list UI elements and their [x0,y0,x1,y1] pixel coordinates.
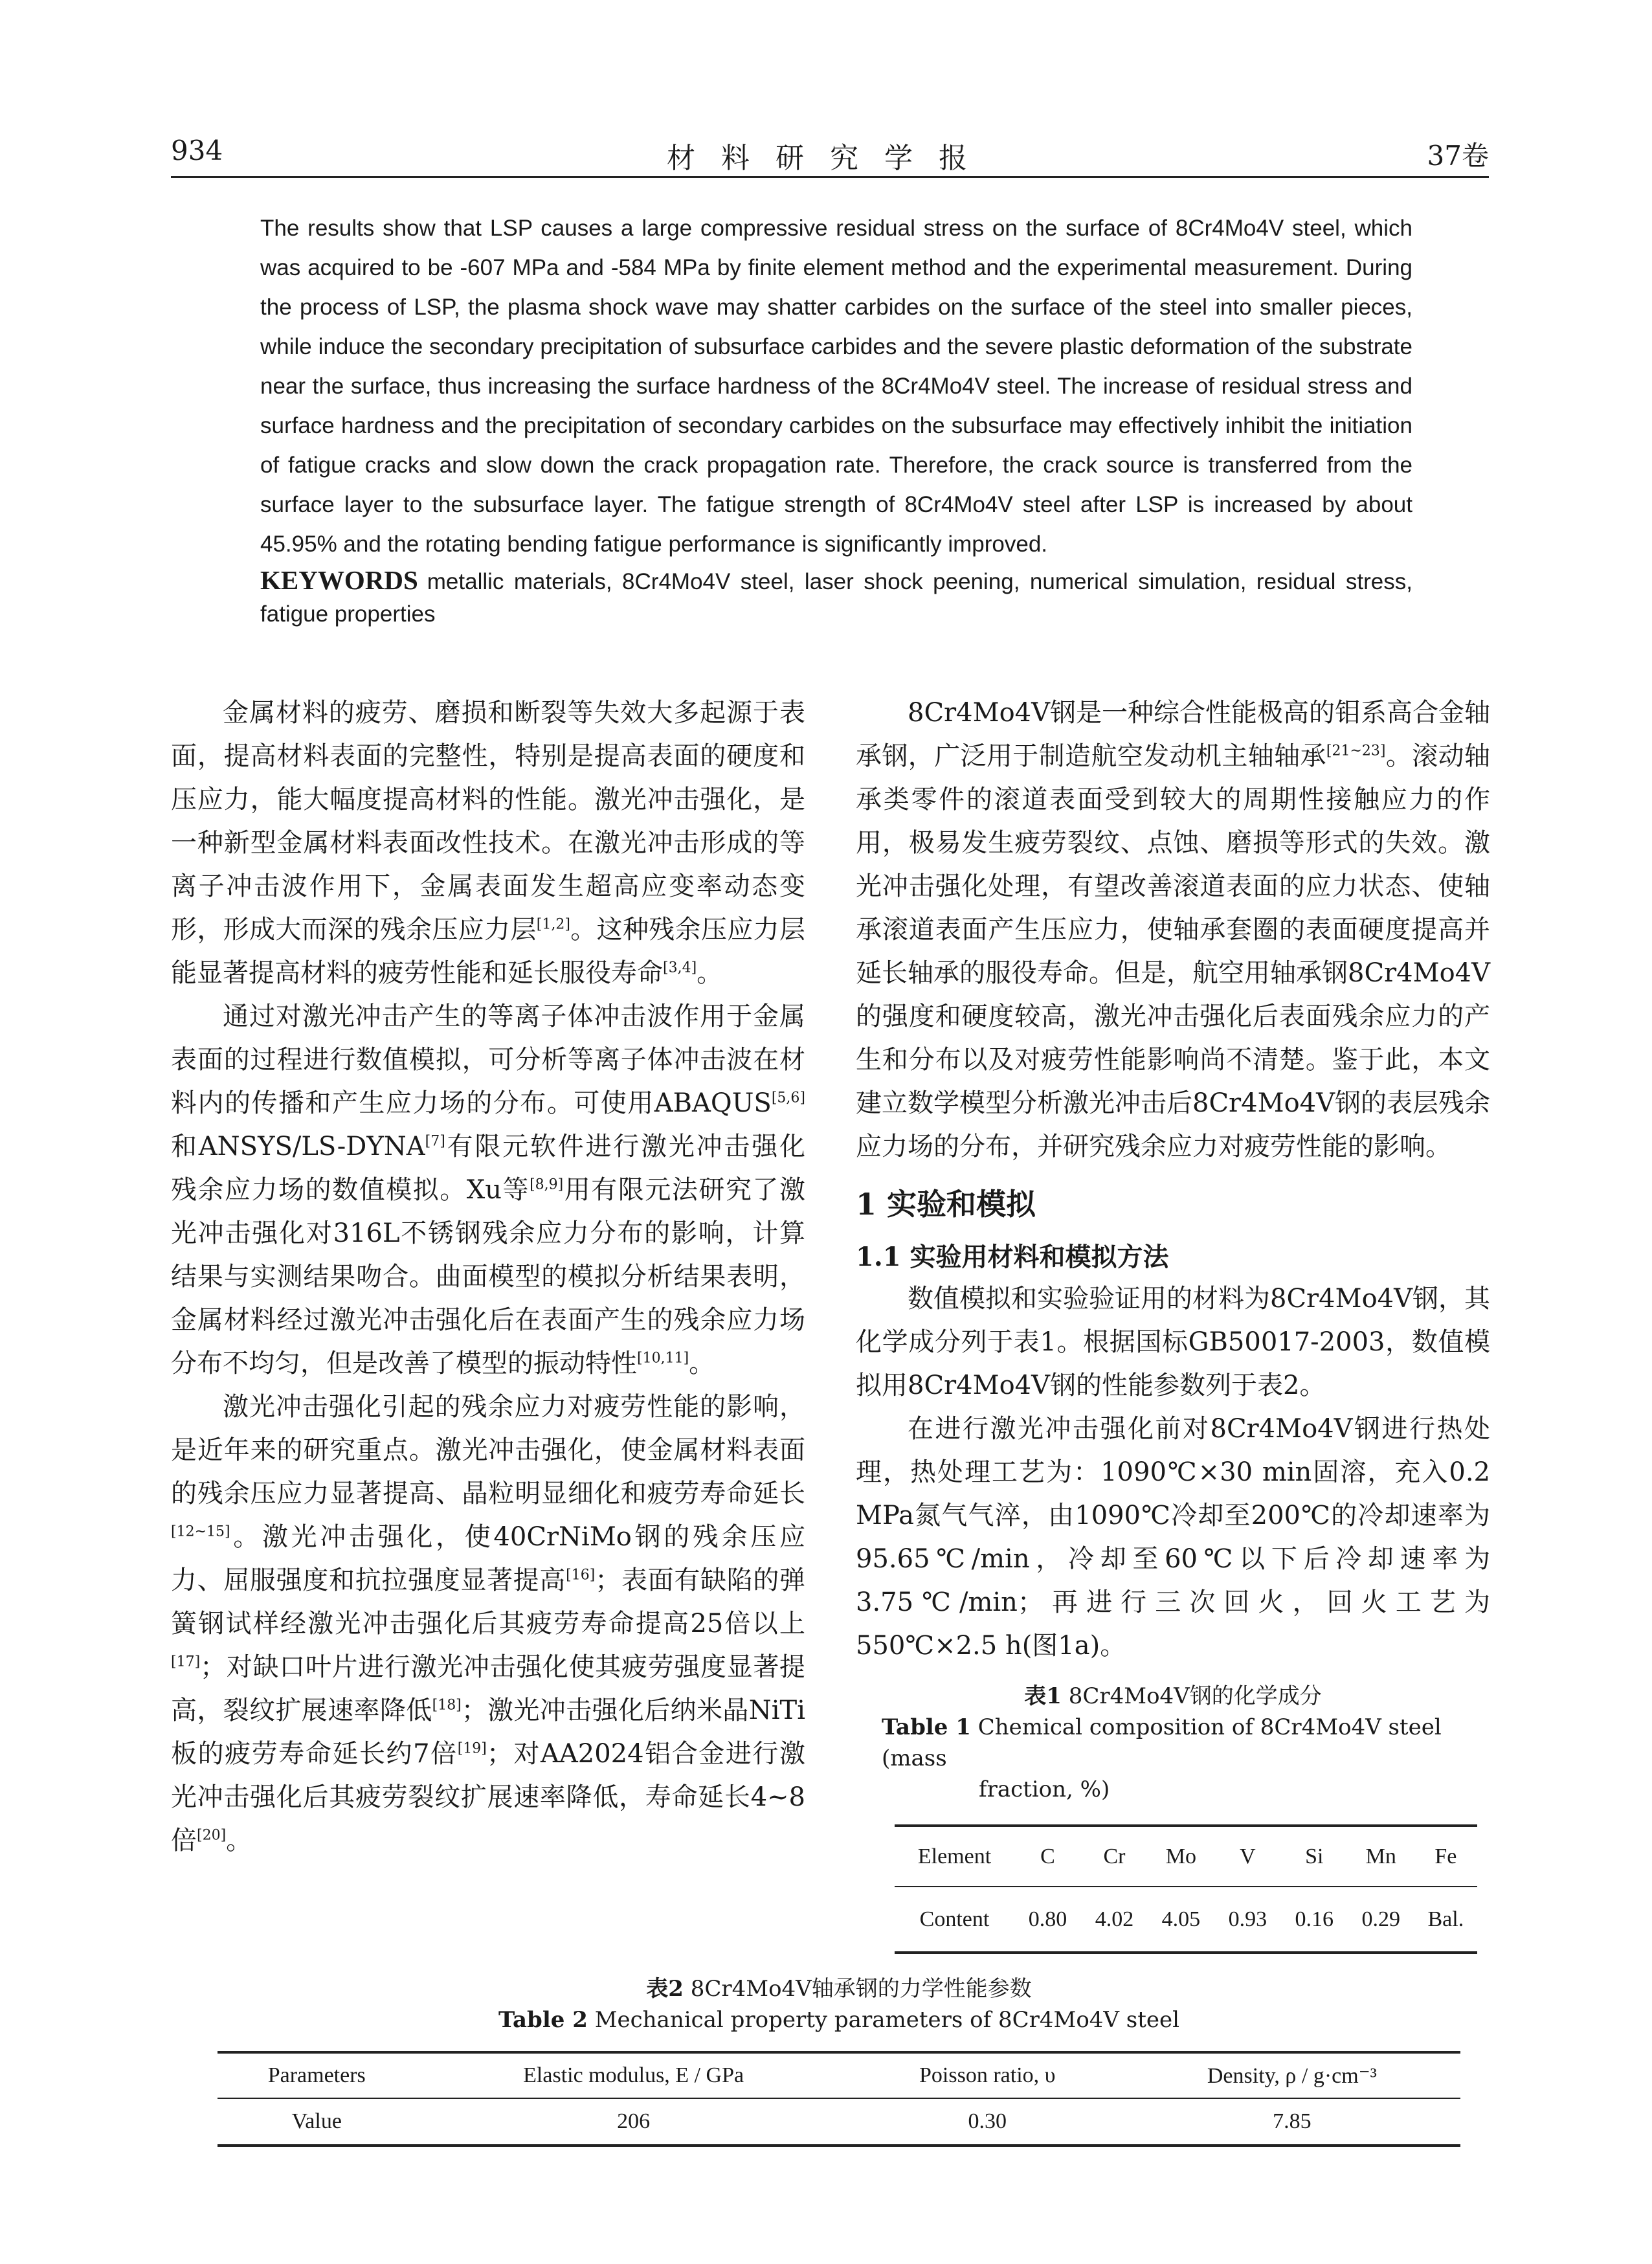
journal-title: 材料研究学报 [667,142,993,175]
citation: [12~15] [171,1523,230,1540]
table2-caption-cn: 表2 8Cr4Mo4V轴承钢的力学性能参数 [646,1976,1032,2002]
table2-block [218,1973,1460,2147]
citation: [21~23] [1326,743,1386,759]
volume-label: 37卷 [1427,140,1489,172]
table-cell: Value [291,2109,342,2133]
table-cell: 4.02 [1095,1907,1134,1931]
table-header-row [218,2052,1460,2098]
paragraph-intro-4: 8Cr4Mo4V钢是一种综合性能极高的钼系高合金轴承钢，广泛用于制造航空发动机主轴轴承[21~23]。滚动轴承类零件的滚道表面受到较大的周期性接触应力的作用，极易发生疲劳裂纹、点蚀、磨损等形式的失效。激光冲击强化处理，有望改善滚道表面的应力状态、使轴承滚道表面产生压应力，使轴承套圈的表面硬度提高并延长轴承的服役寿命。但是，航空用轴承钢8Cr4Mo4V的强度和硬度较高，激光冲击强化后表面残余应力的产生和分布以及对疲劳性能影响尚不清楚。鉴于此，本文建立数学模型分析激光冲击后8Cr4Mo4V钢的表层残余应力场的分布，并研究残余应力对疲劳性能的影响。 [856,698,1491,1161]
paragraph-intro-1: 金属材料的疲劳、磨损和断裂等失效大多起源于表面，提高材料表面的完整性，特别是提高表面的硬度和压应力，能大幅度提高材料的性能。激光冲击强化，是一种新型金属材料表面改性技术。在激光冲击形成的等离子冲击波作用下，金属表面发生超高应变率动态变形，形成大而深的残余压应力层[1,2]。这种残余压应力层能显著提高材料的疲劳性能和延长服役寿命[3,4]。 [171,698,806,988]
abstract-text: The results show that LSP causes a large compressive residual stress on the surface of 8Cr4Mo4V steel, which was acquired to be -607 MPa and -584 MPa by finite element method and the experimental measurement. During the process of LSP, the plasma shock wave may shatter carbides on the surface of the steel into smaller pieces, while induce the secondary precipitation of subsurface carbides and the severe plastic deformation of the substrate near the surface, thus increasing the surface hardness of the 8Cr4Mo4V steel. The increase of residual stress and surface hardness and the precipitation of secondary carbides on the subsurface may effectively inhibit the initiation of fatigue cracks and slow down the crack propagation rate. Therefore, the crack source is transferred from the surface layer to the subsurface layer. The fatigue strength of 8Cr4Mo4V steel after LSP is increased by about 45.95% and the rotating bending fatigue performance is significantly improved. [260,216,1412,557]
table-header-cell: Poisson ratio, υ [851,2052,1124,2098]
table1-caption [856,1681,1490,1805]
paragraph-materials: 数值模拟和实验验证用的材料为8Cr4Mo4V钢，其化学成分列于表1。根据国标GB50017-2003，数值模拟用8Cr4Mo4V钢的性能参数列于表2。 [856,1284,1490,1400]
citation: [7] [425,1133,445,1150]
paragraph-intro-3: 激光冲击强化引起的残余应力对疲劳性能的影响，是近年来的研究重点。激光冲击强化，使金属材料表面的残余压应力显著提高、晶粒明显细化和疲劳寿命延长[12~15]。激光冲击强化，使40CrNiMo钢的残余压应力、屈服强度和抗拉强度显著提高[16]；表面有缺陷的弹簧钢试样经激光冲击强化后其疲劳寿命提高25倍以上[17]；对缺口叶片进行激光冲击强化使其疲劳强度显著提高，裂纹扩展速率降低[18]；激光冲击强化后纳米晶NiTi板的疲劳寿命延长约7倍[19]；对AA2024铝合金进行激光冲击强化后其疲劳裂纹扩展速率降低，寿命延长4~8倍[20]。 [171,1392,806,1855]
page-header [171,129,1489,178]
citation: [10,11] [637,1350,689,1367]
keywords [260,564,1412,631]
table1-caption-en-cont: fraction, %) [979,1776,1110,1802]
table-cell: Bal. [1427,1907,1464,1931]
citation: [3,4] [663,959,697,976]
table-header-cell: Elastic modulus, E / GPa [416,2052,851,2098]
table-cell: 0.30 [968,2109,1007,2133]
table1-caption-en: Table 1 Chemical composition of 8Cr4Mo4V steel (mass [882,1714,1442,1771]
paragraph-heat-treatment: 在进行激光冲击强化前对8Cr4Mo4V钢进行热处理，热处理工艺为：1090℃×30 min固溶，充入0.2 MPa氮气气淬，由1090℃冷却至200℃的冷却速率为95.65℃/min，冷却至60℃以下后冷却速率为3.75℃/min；再进行三次回火，回火工艺为550℃×2.5 h(图1a)。 [856,1414,1490,1661]
citation: [8,9] [530,1176,564,1193]
table-cell: 206 [617,2109,651,2133]
table-cell: 0.80 [1028,1907,1067,1931]
citation: [20] [197,1827,227,1844]
keywords-label: KEYWORDS [260,565,418,595]
table-header-cell: Cr [1081,1826,1148,1887]
table-header-row [895,1826,1477,1887]
citation: [16] [566,1567,596,1584]
table-header-cell: Si [1281,1826,1348,1887]
citation: [5,6] [771,1090,805,1106]
table1-caption-cn: 表1 8Cr4Mo4V钢的化学成分 [1024,1683,1322,1709]
english-abstract [260,208,1412,631]
table-cell: 4.05 [1161,1907,1201,1931]
table2-mechanical-properties [218,2051,1460,2147]
table-header-cell: Density, ρ / g·cm⁻³ [1124,2052,1460,2098]
table2-caption [218,1973,1460,2035]
right-column [856,691,1490,1954]
table-row [895,1887,1477,1953]
section-heading: 1 实验和模拟 [856,1187,1036,1222]
table-header-cell: Mo [1148,1826,1214,1887]
citation: [19] [457,1740,487,1757]
table-header-cell: Element [895,1826,1014,1887]
table1-chemical-composition [895,1824,1477,1954]
subsection-heading: 1.1 实验用材料和模拟方法 [856,1242,1169,1272]
table-cell: Content [919,1907,990,1931]
citation: [17] [171,1653,201,1670]
table-header-cell: Mn [1348,1826,1414,1887]
table-header-cell: C [1014,1826,1081,1887]
paragraph-intro-2: 通过对激光冲击产生的等离子体冲击波作用于金属表面的过程进行数值模拟，可分析等离子体冲击波在材料内的传播和产生应力场的分布。可使用ABAQUS[5,6]和ANSYS/LS-DYNA[7]有限元软件进行激光冲击强化残余应力场的数值模拟。Xu等[8,9]用有限元法研究了激光冲击强化对316L不锈钢残余应力分布的影响，计算结果与实测结果吻合。曲面模型的模拟分析结果表明，金属材料经过激光冲击强化后在表面产生的残余应力场分布不均匀，但是改善了模型的振动特性[10,11]。 [171,1002,805,1378]
table-header-cell: V [1214,1826,1281,1887]
citation: [1,2] [536,916,570,933]
table2-caption-en: Table 2 Mechanical property parameters of 8Cr4Mo4V steel [498,2007,1180,2033]
left-column [171,691,805,1863]
table-header-cell: Fe [1414,1826,1477,1887]
table-cell: 0.29 [1361,1907,1400,1931]
table-cell: 0.93 [1228,1907,1267,1931]
page-number: 934 [171,135,223,166]
keywords-text: metallic materials, 8Cr4Mo4V steel, laser shock peening, numerical simulation, residual stress, fatigue properties [260,569,1412,627]
citation: [18] [432,1697,462,1714]
table-header-cell: Parameters [218,2052,416,2098]
table-cell: 7.85 [1273,2109,1312,2133]
table-cell: 0.16 [1295,1907,1334,1931]
table-row [218,2098,1460,2146]
